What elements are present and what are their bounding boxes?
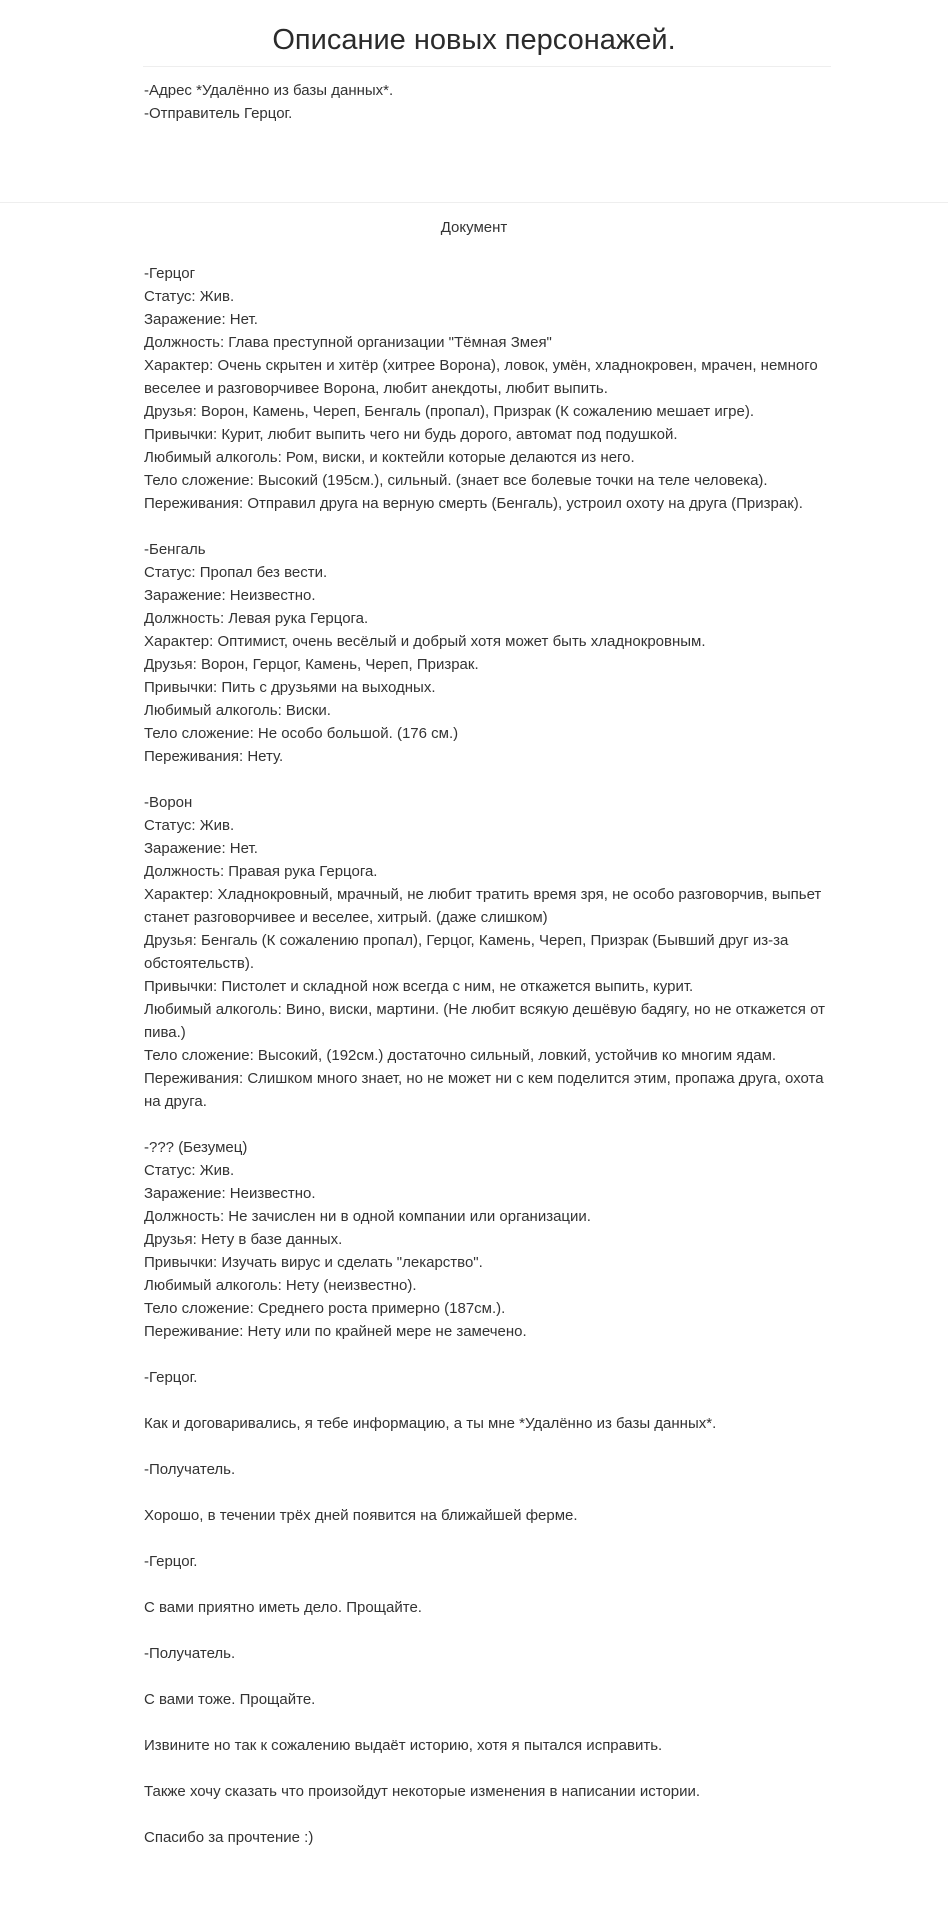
paragraph-gap — [144, 768, 834, 791]
document-line: -Ворон — [144, 794, 193, 811]
document-line: Переживания: Нету. — [144, 748, 284, 765]
document-line: Статус: Пропал без вести. — [144, 564, 328, 581]
document-line: Характер: Хладнокровный, мрачный, не любит тратить время зря, не особо разговорчив, выпьет станет разговорчивее и веселее, хитрый. (даже слишком) — [144, 886, 822, 926]
document-line: -Герцог — [144, 265, 196, 282]
paragraph-gap — [144, 1711, 834, 1734]
document-line: -Получатель. — [144, 1645, 236, 1662]
document-line: Переживания: Слишком много знает, но не может ни с кем поделится этим, пропажа друга, охота на друга. — [144, 1070, 824, 1110]
document-line: С вами тоже. Прощайте. — [144, 1691, 316, 1708]
document-line: Должность: Левая рука Герцога. — [144, 610, 369, 627]
address-line: -Адрес *Удалённо из базы данных*. — [144, 82, 394, 99]
document-line: Характер: Очень скрытен и хитёр (хитрее Ворона), ловок, умён, хладнокровен, мрачен, немного веселее и разговорчивее Ворона, любит анекдоты, любит выпить. — [144, 357, 818, 397]
paragraph-gap — [144, 515, 834, 538]
document-line: Характер: Оптимист, очень весёлый и добрый хотя может быть хладнокровным. — [144, 633, 706, 650]
document-line: Любимый алкоголь: Нету (неизвестно). — [144, 1277, 417, 1294]
section-divider — [0, 202, 948, 203]
paragraph-gap — [144, 1527, 834, 1550]
document-line: Извините но так к сожалению выдаёт историю, хотя я пытался исправить. — [144, 1737, 663, 1754]
document-line: Статус: Жив. — [144, 288, 235, 305]
document-line: Тело сложение: Не особо большой. (176 см.) — [144, 725, 459, 742]
document-line: Привычки: Пистолет и складной нож всегда с ним, не откажется выпить, курит. — [144, 978, 694, 995]
document-line: -Герцог. — [144, 1553, 198, 1570]
document-line: Как и договаривались, я тебе информацию, а ты мне *Удалённо из базы данных*. — [144, 1415, 717, 1432]
document-heading: Документ — [440, 219, 508, 236]
document-line: Друзья: Ворон, Герцог, Камень, Череп, Призрак. — [144, 656, 479, 673]
paragraph-gap — [144, 1803, 834, 1826]
paragraph-gap — [144, 1343, 834, 1366]
document-line: Переживание: Нету или по крайней мере не замечено. — [144, 1323, 527, 1340]
document-line: Должность: Правая рука Герцога. — [144, 863, 378, 880]
paragraph-gap — [144, 1757, 834, 1780]
document-line: Друзья: Ворон, Камень, Череп, Бенгаль (пропал), Призрак (К сожалению мешает игре). — [144, 403, 755, 420]
document-line: Тело сложение: Среднего роста примерно (187см.). — [144, 1300, 506, 1317]
document-line: Любимый алкоголь: Вино, виски, мартини. (Не любит всякую дешёвую бадягу, но не откажется от пива.) — [144, 1001, 825, 1041]
document-line: Любимый алкоголь: Ром, виски, и коктейли которые делаются из него. — [144, 449, 635, 466]
paragraph-gap — [144, 1113, 834, 1136]
document-line: Статус: Жив. — [144, 1162, 235, 1179]
document-line: Тело сложение: Высокий (195см.), сильный. (знает все болевые точки на теле человека). — [144, 472, 768, 489]
document-line: Заражение: Неизвестно. — [144, 587, 316, 604]
document-line: Привычки: Курит, любит выпить чего ни будь дорого, автомат под подушкой. — [144, 426, 678, 443]
paragraph-gap — [144, 1573, 834, 1596]
paragraph-gap — [144, 1665, 834, 1688]
page-title: Описание новых персонажей. — [272, 24, 676, 56]
document-line: Привычки: Изучать вирус и сделать "лекарство". — [144, 1254, 483, 1271]
document-line: Привычки: Пить с друзьями на выходных. — [144, 679, 436, 696]
paragraph-gap — [144, 1619, 834, 1642]
document-body — [144, 262, 834, 1849]
document-line: Заражение: Нет. — [144, 311, 258, 328]
document-line: Должность: Не зачислен ни в одной компании или организации. — [144, 1208, 591, 1225]
document-line: Любимый алкоголь: Виски. — [144, 702, 331, 719]
paragraph-gap — [144, 1481, 834, 1504]
document-line: -??? (Безумец) — [144, 1139, 248, 1156]
document-line: С вами приятно иметь дело. Прощайте. — [144, 1599, 422, 1616]
document-line: Тело сложение: Высокий, (192см.) достаточно сильный, ловкий, устойчив ко многим ядам. — [144, 1047, 777, 1064]
document-line: Также хочу сказать что произойдут некоторые изменения в написании истории. — [144, 1783, 701, 1800]
paragraph-gap — [144, 1435, 834, 1458]
document-line: Должность: Глава преступной организации "Тёмная Змея" — [144, 334, 552, 351]
title-divider — [143, 66, 831, 67]
document-line: Друзья: Бенгаль (К сожалению пропал), Герцог, Камень, Череп, Призрак (Бывший друг из-за обстоятельств). — [144, 932, 789, 972]
document-line: Заражение: Нет. — [144, 840, 258, 857]
document-line: Статус: Жив. — [144, 817, 235, 834]
document-line: Заражение: Неизвестно. — [144, 1185, 316, 1202]
message-header — [144, 79, 948, 125]
document-line: Хорошо, в течении трёх дней появится на ближайшей ферме. — [144, 1507, 578, 1524]
document-line: Переживания: Отправил друга на верную смерть (Бенгаль), устроил охоту на друга (Призрак). — [144, 495, 803, 512]
sender-line: -Отправитель Герцог. — [144, 105, 293, 122]
document-line: -Бенгаль — [144, 541, 206, 558]
document-line: -Герцог. — [144, 1369, 198, 1386]
paragraph-gap — [144, 1389, 834, 1412]
document-line: -Получатель. — [144, 1461, 236, 1478]
document-line: Спасибо за прочтение :) — [144, 1829, 314, 1846]
document-line: Друзья: Нету в базе данных. — [144, 1231, 343, 1248]
